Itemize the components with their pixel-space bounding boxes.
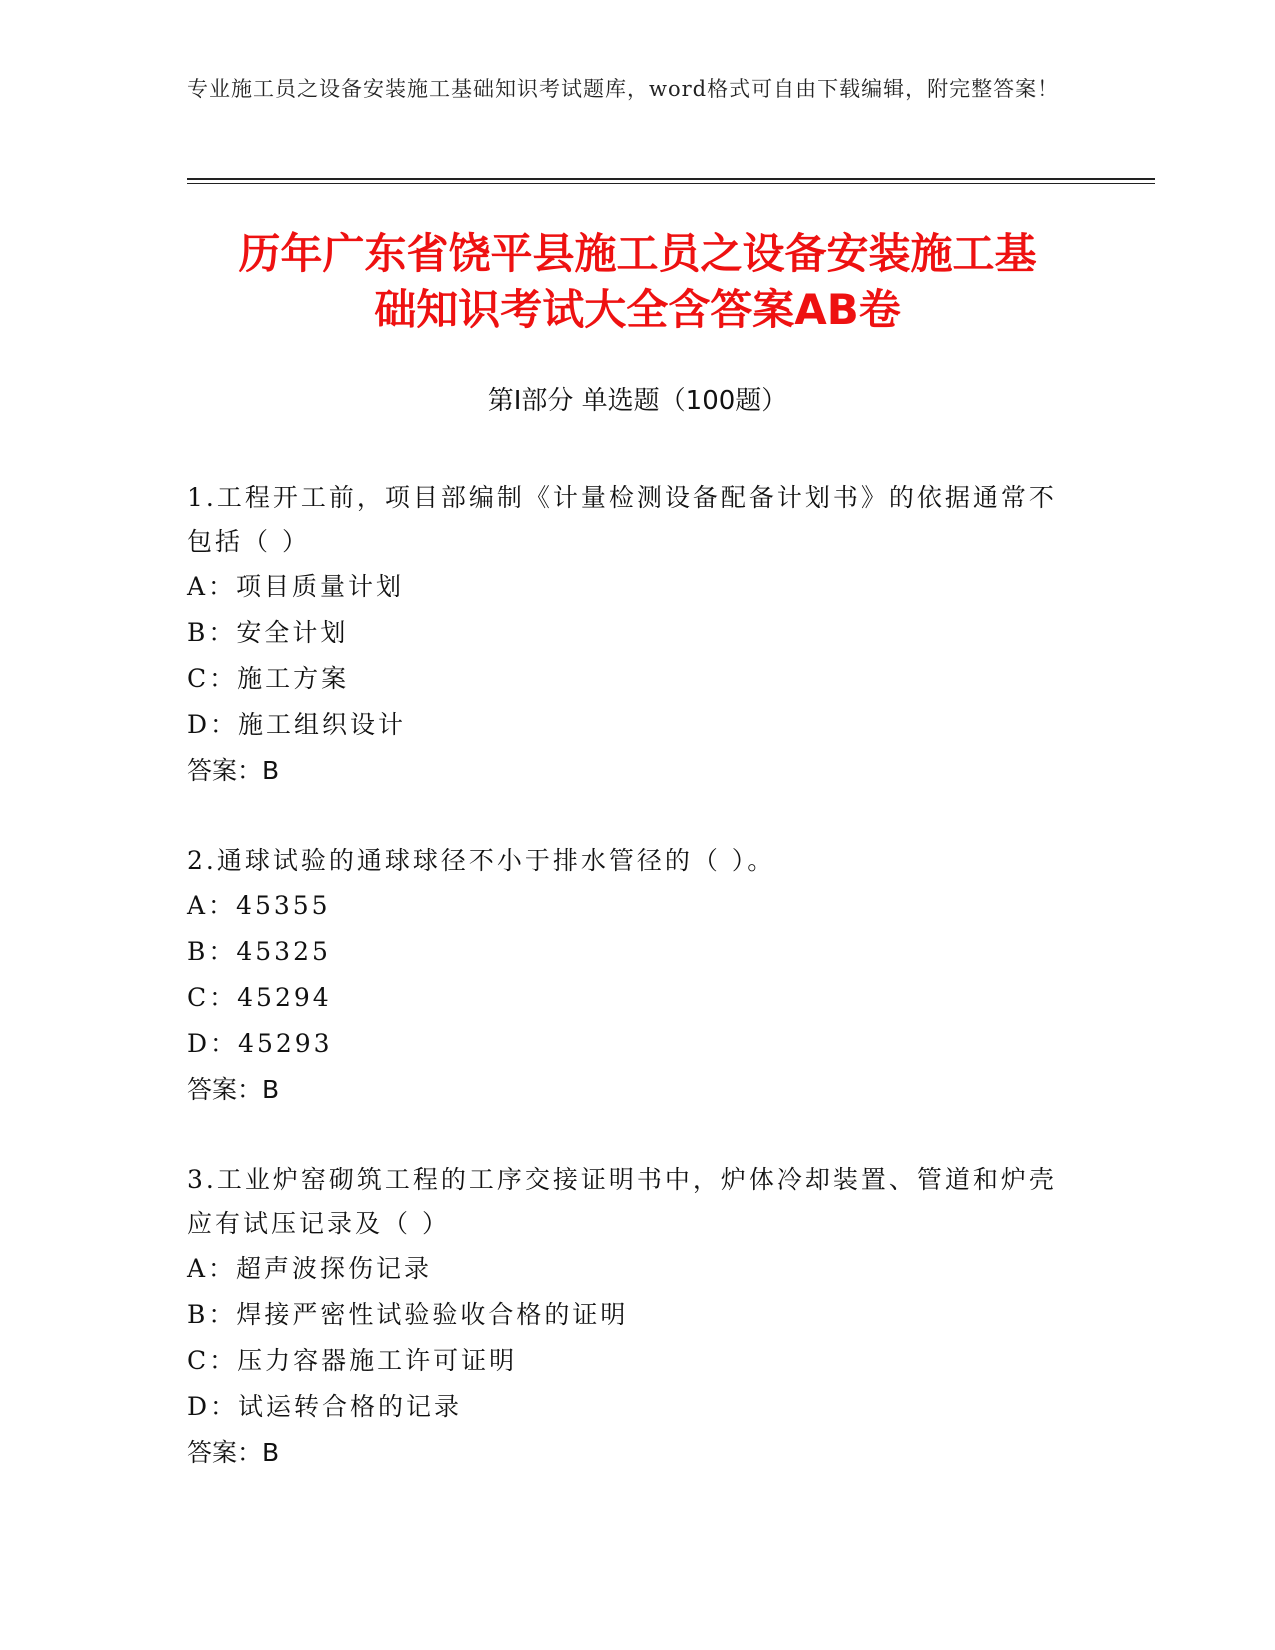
option-a: A：超声波探伤记录 <box>187 1254 433 1283</box>
option-d: D：45293 <box>187 1029 333 1058</box>
header-divider-thick <box>187 178 1155 180</box>
question-3 <box>187 1158 1067 1476</box>
header-divider-thin <box>187 183 1155 184</box>
question-stem: 3.工业炉窑砌筑工程的工序交接证明书中，炉体冷却装置、管道和炉壳应有试压记录及（ ） <box>187 1165 1057 1238</box>
document-title-line-1: 历年广东省饶平县施工员之设备安装施工基 <box>238 229 1037 278</box>
question-2 <box>187 839 1067 1113</box>
option-b: B：45325 <box>187 937 331 966</box>
option-b: B：焊接严密性试验验收合格的证明 <box>187 1300 629 1329</box>
option-a: A：45355 <box>187 891 331 920</box>
section-heading: 第I部分 单选题（100题） <box>487 386 788 416</box>
header-note: 专业施工员之设备安装施工基础知识考试题库，word格式可自由下载编辑，附完整答案！ <box>187 77 1060 101</box>
answer: 答案：B <box>187 1075 280 1104</box>
option-d: D：试运转合格的记录 <box>187 1392 463 1421</box>
option-b: B：安全计划 <box>187 618 349 647</box>
option-c: C：45294 <box>187 983 332 1012</box>
document-title <box>150 226 1125 338</box>
question-1 <box>187 476 1067 794</box>
option-d: D：施工组织设计 <box>187 710 407 739</box>
question-stem: 2.通球试验的通球球径不小于排水管径的（ ）。 <box>187 846 776 875</box>
answer: 答案：B <box>187 1438 280 1467</box>
option-a: A：项目质量计划 <box>187 572 405 601</box>
option-c: C：施工方案 <box>187 664 350 693</box>
document-title-line-2: 础知识考试大全含答案AB卷 <box>374 285 901 334</box>
answer: 答案：B <box>187 756 280 785</box>
option-c: C：压力容器施工许可证明 <box>187 1346 518 1375</box>
question-stem: 1.工程开工前，项目部编制《计量检测设备配备计划书》的依据通常不包括（ ） <box>187 483 1057 556</box>
